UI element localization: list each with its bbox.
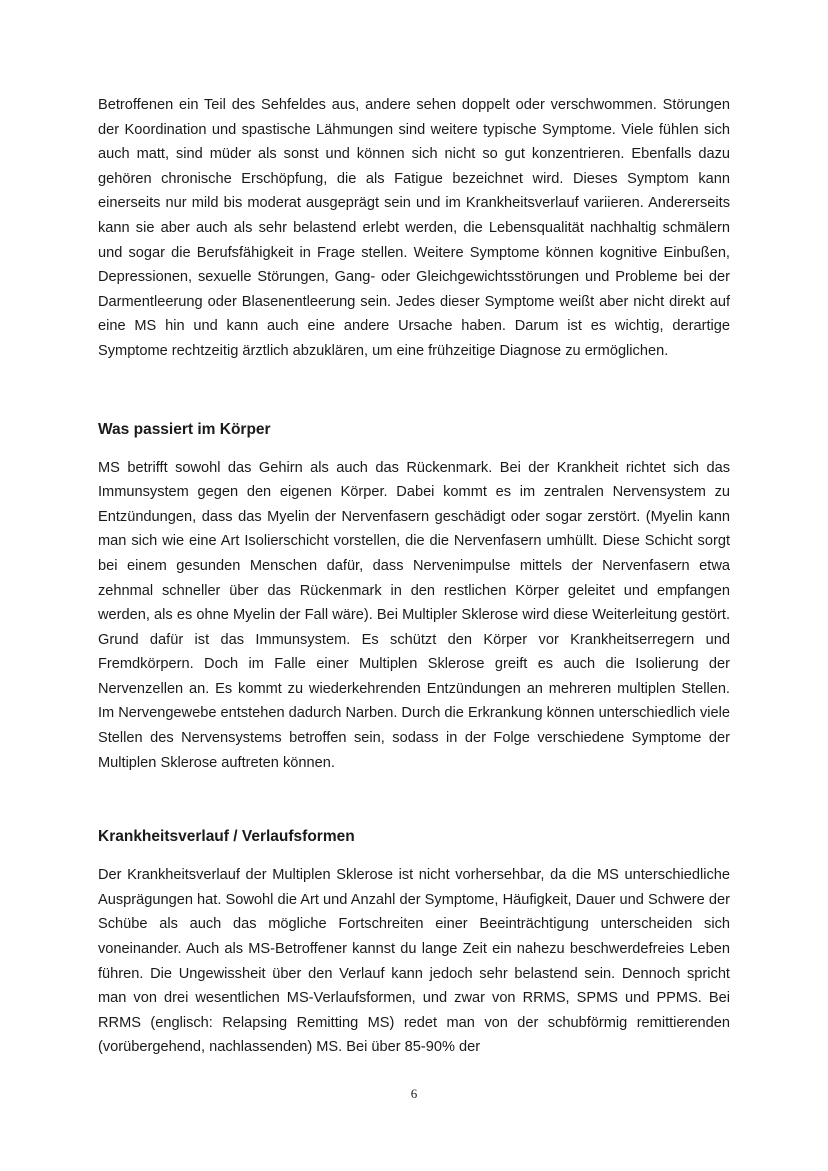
section-heading: Was passiert im Körper bbox=[98, 420, 271, 438]
page-number: 6 bbox=[410, 1086, 418, 1101]
body-paragraph: Betroffenen ein Teil des Sehfeldes aus, andere sehen doppelt oder verschwommen. Störungen der Koordination und spastische Lähmungen sind weitere typische Symptome. Viele fühlen sich auch matt, sind müder als sonst und können sich nicht so gut konzentrieren. Ebenfalls dazu gehören chronische Erschöpfung, die als Fatigue bezeichnet wird. Dieses Symptom kann einerseits nur mild bis moderat ausgeprägt sein und im Krankheitsverlauf variieren. Andererseits kann sie aber auch als sehr belastend erlebt werden, die Lebensqualität nachhaltig schmälern und sogar die Berufsfähigkeit in Frage stellen. Weitere Symptome können kognitive Einbußen, Depressionen, sexuelle Störungen, Gang- oder Gleichgewichtsstörungen und Probleme bei der Darmentleerung oder Blasenentleerung sein. Jedes dieser Symptome weißt aber nicht direkt auf eine MS hin und kann auch eine andere Ursache haben. Darum ist es wichtig, derartige Symptome rechtzeitig ärztlich abzuklären, um eine frühzeitige Diagnose zu ermöglichen. bbox=[98, 97, 730, 359]
page-content bbox=[98, 93, 730, 1060]
section-heading: Krankheitsverlauf / Verlaufsformen bbox=[98, 828, 355, 846]
body-paragraph: Der Krankheitsverlauf der Multiplen Sklerose ist nicht vorhersehbar, da die MS unterschiedliche Ausprägungen hat. Sowohl die Art und Anzahl der Symptome, Häufigkeit, Dauer und Schwere der Schübe als auch das mögliche Fortschreiten einer Beeinträchtigung unterscheiden sich voneinander. Auch als MS-Betroffener kannst du lange Zeit ein nahezu beschwerdefreies Leben führen. Die Ungewissheit über den Verlauf kann jedoch sehr belastend sein. Dennoch spricht man von drei wesentlichen MS-Verlaufsformen, und zwar von RRMS, SPMS und PPMS. Bei RRMS (englisch: Relapsing Remitting MS) redet man von der schubförmig remittierenden (vorübergehend, nachlassenden) MS. Bei über 85-90% der bbox=[98, 867, 730, 1056]
body-paragraph: MS betrifft sowohl das Gehirn als auch das Rückenmark. Bei der Krankheit richtet sich das Immunsystem gegen den eigenen Körper. Dabei kommt es im zentralen Nervensystem zu Entzündungen, dass das Myelin der Nervenfasern geschädigt oder sogar zerstört. (Myelin kann man sich wie eine Art Isolierschicht vorstellen, die die Nervenfasern umhüllt. Diese Schicht sorgt bei einem gesunden Menschen dafür, dass Nervenimpulse mittels der Nervenfasern etwa zehnmal schneller über das Rückenmark in den restlichen Körper geleitet und empfangen werden, als es ohne Myelin der Fall wäre). Bei Multipler Sklerose wird diese Weiterleitung gestört. Grund dafür ist das Immunsystem. Es schützt den Körper vor Krankheitserregern und Fremdkörpern. Doch im Falle einer Multiplen Sklerose greift es auch die Isolierung der Nervenzellen an. Es kommt zu wiederkehrenden Entzündungen an mehreren multiplen Stellen. Im Nervengewebe entstehen dadurch Narben. Durch die Erkrankung können unterschiedlich viele Stellen des Nervensystems betroffen sein, sodass in der Folge verschiedene Symptome der Multiplen Sklerose auftreten können. bbox=[98, 459, 730, 771]
